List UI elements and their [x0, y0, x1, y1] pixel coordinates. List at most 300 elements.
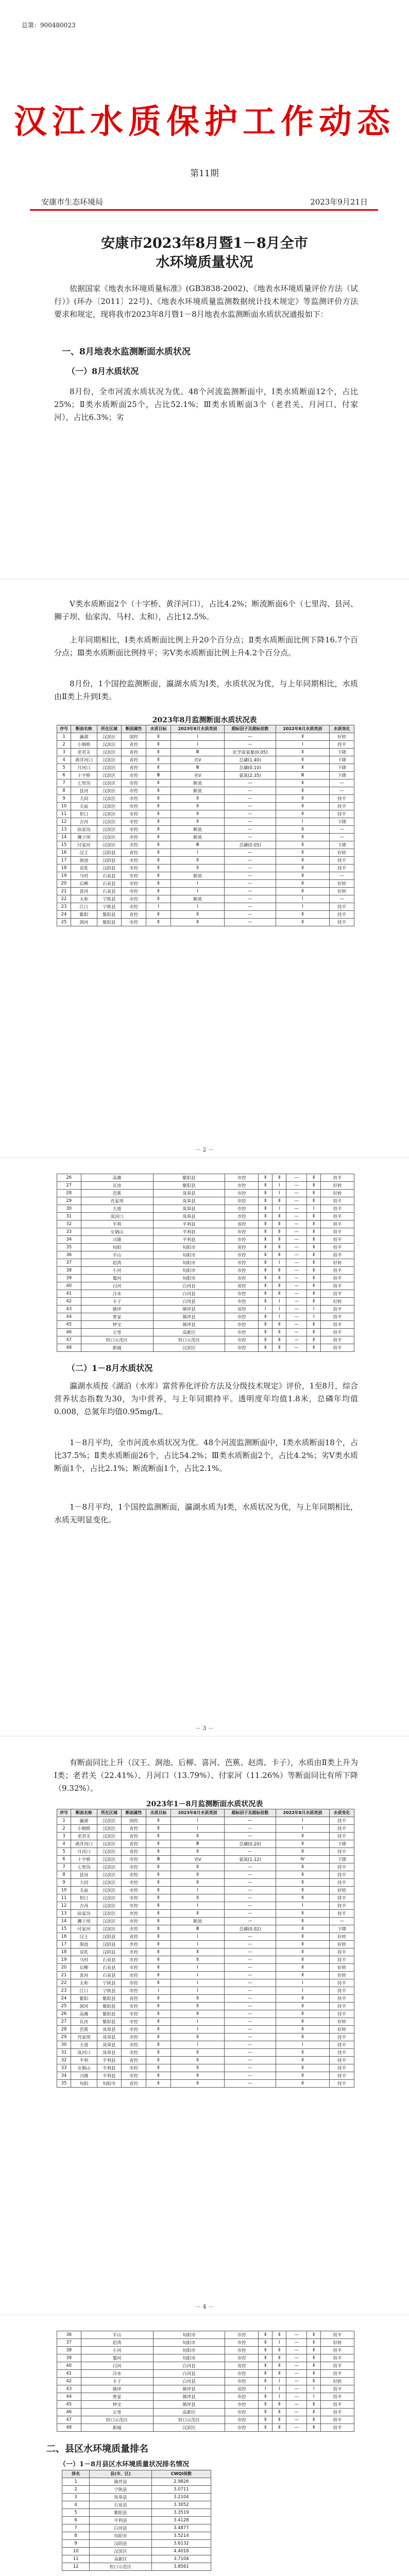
- table-cell: Ⅱ: [259, 2409, 272, 2416]
- table-cell: 持平: [321, 1313, 354, 1321]
- table-cell: Ⅱ: [259, 1190, 272, 1197]
- table-cell: —: [225, 741, 276, 749]
- table-cell: 冷水: [81, 1290, 153, 1298]
- table-cell: 县河: [71, 787, 97, 795]
- table-cell: 持平: [330, 741, 354, 749]
- table-cell: 市控: [225, 1267, 259, 1275]
- table-cell: 平利县: [153, 1228, 225, 1236]
- table-row: [57, 1863, 354, 1871]
- table-cell: Ⅱ: [276, 849, 329, 857]
- table-cell: 旬阳市: [153, 1275, 225, 1282]
- table-cell: Ⅱ: [276, 2033, 329, 2041]
- table-cell: Ⅱ: [146, 911, 171, 919]
- table-cell: —: [330, 826, 354, 834]
- table-cell: —: [286, 1244, 307, 1251]
- table-cell: Ⅱ: [307, 2378, 321, 2385]
- table-cell: 岚皋县: [97, 2033, 122, 2041]
- table-cell: 4: [57, 756, 71, 764]
- table-cell: 汉阴县: [97, 1941, 122, 1948]
- table-cell: Ⅱ: [171, 1833, 224, 1840]
- table-cell: 41: [57, 1290, 81, 1298]
- table-cell: —: [225, 911, 276, 919]
- table-cell: Ⅲ: [171, 841, 224, 849]
- table-cell: Ⅱ: [146, 2072, 171, 2080]
- table-cell: Ⅰ: [276, 903, 329, 911]
- table-cell: 镇坪县: [153, 1306, 225, 1313]
- table-cell: 市控: [122, 2041, 146, 2049]
- table-cell: 26: [57, 2010, 71, 2018]
- table-cell: 14: [57, 1918, 71, 1925]
- table-cell: 3.4128: [151, 2517, 211, 2524]
- table-cell: 高滩: [81, 1174, 153, 1182]
- table-cell: —: [286, 1298, 307, 1306]
- table-cell: 持平: [330, 919, 354, 926]
- table-cell: 持平: [321, 2331, 354, 2339]
- table-cell: 总磷(0.05): [225, 841, 276, 849]
- table-row: [57, 1336, 354, 1344]
- table-cell: Ⅱ: [307, 1236, 321, 1244]
- table-cell: Ⅱ: [276, 1840, 329, 1848]
- table-row: [57, 826, 354, 834]
- table-cell: 白河县: [153, 2378, 225, 2385]
- aug-section-table-continued: [57, 1174, 354, 1352]
- table-cell: 16: [57, 849, 71, 857]
- table-cell: Ⅱ: [307, 1344, 321, 1352]
- table-cell: —: [225, 1848, 276, 1856]
- table-cell: Ⅱ: [146, 756, 171, 764]
- table-cell: 11: [62, 2555, 90, 2563]
- table-cell: 岚河口: [81, 1213, 153, 1221]
- table-cell: 汉滨区: [97, 741, 122, 749]
- table-row: [57, 2416, 354, 2424]
- table-row: [62, 2501, 211, 2509]
- table-row: [57, 1894, 354, 1902]
- table-cell: Ⅱ: [276, 1848, 329, 1856]
- table-cell: Ⅱ: [259, 1236, 272, 1244]
- table-cell: Ⅱ: [146, 803, 171, 810]
- table-cell: 赵湾: [81, 2339, 153, 2347]
- table-cell: 宁陕县: [97, 903, 122, 911]
- table-cell: 十字桥: [71, 1856, 97, 1863]
- table-cell: 旬阳: [71, 2080, 97, 2088]
- table-cell: 3.2104: [151, 2494, 211, 2501]
- table-row: [57, 772, 354, 779]
- table-cell: Ⅰ: [171, 888, 224, 895]
- table-cell: —: [225, 733, 276, 741]
- table-cell: 白河县: [153, 2370, 225, 2378]
- table-cell: —: [286, 2424, 307, 2432]
- table-cell: 市控: [122, 779, 146, 787]
- table-cell: 33: [57, 2064, 71, 2072]
- table-cell: 下降: [330, 772, 354, 779]
- table-cell: 持平: [330, 1863, 354, 1871]
- table-cell: —: [286, 1251, 307, 1259]
- table-row: [57, 1259, 354, 1267]
- table-cell: Ⅱ: [259, 2401, 272, 2409]
- table-cell: 旬阳市: [153, 2354, 225, 2362]
- table-cell: 持平: [330, 2033, 354, 2041]
- table-cell: 曾家: [81, 2393, 153, 2401]
- table-row: [57, 1182, 354, 1190]
- table-cell: Ⅱ: [171, 1948, 224, 1956]
- table-cell: 汉滨区: [97, 1887, 122, 1894]
- table-cell: 仙家沟: [71, 1910, 97, 1918]
- table-cell: 市控: [225, 2354, 259, 2362]
- table-cell: Ⅱ: [146, 849, 171, 857]
- table-cell: 35: [57, 2080, 71, 2088]
- table-cell: 市控: [225, 1182, 259, 1190]
- table-cell: 21: [57, 1972, 71, 1979]
- table-cell: 高新区: [90, 2555, 151, 2563]
- table-cell: Ⅰ: [146, 1987, 171, 1995]
- table-cell: Ⅰ: [272, 1205, 286, 1213]
- table-cell: 关庙: [71, 1887, 97, 1894]
- table-cell: 市控: [225, 1313, 259, 1321]
- table-cell: 市控: [122, 1918, 146, 1925]
- table-row: [57, 849, 354, 857]
- table-cell: 市控: [122, 2010, 146, 2018]
- table-cell: 29: [57, 1197, 81, 1205]
- table-cell: 10: [57, 1887, 71, 1894]
- table-cell: 岚皋县: [97, 2026, 122, 2033]
- table-cell: 七里沟: [71, 779, 97, 787]
- column-header: 水质目标: [146, 725, 171, 733]
- table-cell: 劣Ⅴ: [171, 1856, 224, 1863]
- table-cell: 汉滨区: [97, 810, 122, 818]
- table-cell: 黄洋河口: [71, 1840, 97, 1848]
- table-cell: 市控: [122, 1948, 146, 1956]
- table-cell: Ⅰ: [171, 1887, 224, 1894]
- table-row: [57, 1282, 354, 1290]
- table-cell: 市控: [122, 888, 146, 895]
- table-cell: 11: [57, 1894, 71, 1902]
- table-cell: 市控: [122, 1964, 146, 1972]
- table-cell: Ⅱ: [276, 749, 329, 756]
- table-cell: 下降: [330, 841, 354, 849]
- table-cell: 汉滨区: [97, 1863, 122, 1871]
- table-row: [57, 1995, 354, 2003]
- table-cell: Ⅱ: [171, 2080, 224, 2088]
- table-cell: —: [286, 1336, 307, 1344]
- table-row: [57, 1197, 354, 1205]
- table-cell: 24: [57, 1995, 71, 2003]
- table-cell: Ⅱ: [146, 880, 171, 888]
- table-cell: 付家河: [71, 1925, 97, 1933]
- column-header: 超标因子及超标倍数: [225, 725, 276, 733]
- table-cell: Ⅱ: [272, 2331, 286, 2339]
- table-cell: Ⅱ: [146, 841, 171, 849]
- table-cell: 18: [57, 1948, 71, 1956]
- table-cell: Ⅱ: [146, 795, 171, 803]
- table-cell: Ⅱ: [146, 810, 171, 818]
- table-cell: 恒口示范区: [153, 2416, 225, 2424]
- table-cell: 汉滨区: [97, 749, 122, 756]
- table-cell: Ⅱ: [146, 764, 171, 772]
- table-cell: 市控: [225, 1205, 259, 1213]
- table-cell: 市控: [122, 2033, 146, 2041]
- table-cell: 12: [62, 2563, 90, 2571]
- table-cell: Ⅱ: [146, 1833, 171, 1840]
- table-cell: 9: [62, 2540, 90, 2548]
- table-cell: 市控: [225, 2401, 259, 2409]
- table-cell: 市控: [225, 1236, 259, 1244]
- table-cell: —: [330, 834, 354, 841]
- table-cell: —: [225, 2049, 276, 2057]
- table-cell: 汉滨区: [97, 772, 122, 779]
- table-cell: Ⅱ: [259, 1259, 272, 1267]
- table-cell: 汉滨区: [97, 1840, 122, 1848]
- table-cell: 断流: [171, 787, 224, 795]
- table-cell: 月河口: [71, 1848, 97, 1856]
- table-cell: 汉滨区: [97, 826, 122, 834]
- table-cell: —: [286, 2385, 307, 2393]
- table-row: [57, 2362, 354, 2370]
- table-cell: 汉滨区: [97, 818, 122, 826]
- table-cell: 45: [57, 2401, 81, 2409]
- table-cell: 45: [57, 1321, 81, 1329]
- table-cell: Ⅱ: [259, 1228, 272, 1236]
- table-cell: 宁陕县: [97, 1979, 122, 1987]
- table-row: [57, 2010, 354, 2018]
- table-cell: 省控: [122, 1848, 146, 1856]
- table-row: [57, 834, 354, 841]
- table-cell: Ⅱ: [146, 857, 171, 865]
- table-cell: 十字桥: [71, 772, 97, 779]
- table-cell: 市控: [122, 1887, 146, 1894]
- table-cell: Ⅱ: [171, 2049, 224, 2057]
- column-header: 所在区域: [97, 1809, 122, 1817]
- table-cell: Ⅱ: [146, 2049, 171, 2057]
- table-cell: 市控: [225, 2409, 259, 2416]
- table-cell: —: [286, 1182, 307, 1190]
- table-row: [57, 888, 354, 895]
- table-cell: Ⅱ: [276, 865, 329, 872]
- table-row: [57, 919, 354, 926]
- table-cell: 旬阳: [81, 1244, 153, 1251]
- table-cell: Ⅱ: [307, 1244, 321, 1251]
- table-cell: —: [286, 1282, 307, 1290]
- table-cell: Ⅱ: [276, 2057, 329, 2064]
- table-cell: Ⅱ: [276, 888, 329, 895]
- table-cell: 旬阳市: [153, 1244, 225, 1251]
- table-row: [57, 2041, 354, 2049]
- table-cell: 下降: [330, 1925, 354, 1933]
- table-row: [57, 865, 354, 872]
- table-cell: 1: [57, 1817, 71, 1825]
- table-cell: 好转: [321, 1182, 354, 1190]
- table-cell: 16: [57, 1933, 71, 1941]
- table-cell: Ⅱ: [146, 1933, 171, 1941]
- table-row: [57, 1817, 354, 1825]
- table-cell: 持平: [330, 1910, 354, 1918]
- table-cell: 市控: [122, 795, 146, 803]
- table-cell: 化学需氧量(0.05): [225, 749, 276, 756]
- table-cell: 大同: [71, 795, 97, 803]
- table-cell: Ⅰ: [272, 1306, 286, 1313]
- table-cell: Ⅱ: [171, 795, 224, 803]
- table-cell: —: [286, 1221, 307, 1228]
- table-cell: 市控: [225, 1174, 259, 1182]
- table-cell: Ⅱ: [307, 1275, 321, 1282]
- table-cell: 27: [57, 1182, 81, 1190]
- table-cell: Ⅱ: [276, 733, 329, 741]
- table-cell: 3.6132: [151, 2540, 211, 2548]
- table-cell: —: [225, 903, 276, 911]
- table-cell: 39: [57, 1275, 81, 1282]
- table-cell: 市控: [122, 1902, 146, 1910]
- table-cell: Ⅱ: [259, 1344, 272, 1352]
- table-cell: 持平: [321, 1321, 354, 1329]
- table-cell: 市控: [122, 1910, 146, 1918]
- table-cell: 后柳: [71, 880, 97, 888]
- table-cell: 19: [57, 872, 71, 880]
- table-cell: 持平: [330, 2010, 354, 2018]
- column-header: 2022年8月水质类别: [276, 725, 329, 733]
- table-cell: —: [286, 1267, 307, 1275]
- table-cell: 恒口示范区: [81, 2416, 153, 2424]
- table-cell: —: [286, 1205, 307, 1213]
- table-cell: —: [225, 880, 276, 888]
- table-cell: Ⅱ: [276, 1925, 329, 1933]
- table-cell: —: [286, 2347, 307, 2354]
- table-cell: 市控: [122, 834, 146, 841]
- table-cell: 市控: [225, 2424, 259, 2432]
- table-row: [57, 810, 354, 818]
- column-header: 水质变化: [330, 725, 354, 733]
- table-cell: 总磷(0.20): [225, 1840, 276, 1848]
- table-cell: 持平: [330, 810, 354, 818]
- table-cell: 五里: [81, 1329, 153, 1336]
- table-cell: Ⅱ: [276, 1887, 329, 1894]
- table-cell: Ⅰ: [307, 1205, 321, 1213]
- table-cell: 4: [57, 1840, 71, 1848]
- table-cell: 12: [57, 818, 71, 826]
- table-cell: 石泉县: [90, 2501, 151, 2509]
- table-cell: Ⅰ: [171, 2018, 224, 2026]
- table-cell: 小钢桥: [71, 741, 97, 749]
- table-cell: 7: [62, 2524, 90, 2532]
- table-cell: —: [225, 1987, 276, 1995]
- table-row: [57, 1979, 354, 1987]
- table-cell: Ⅱ: [146, 1840, 171, 1848]
- table-cell: Ⅰ: [272, 2393, 286, 2401]
- table-cell: 好转: [330, 2026, 354, 2033]
- table-cell: 岚皋县: [153, 1213, 225, 1221]
- table-cell: 平利: [71, 2057, 97, 2064]
- table-cell: 蜀河: [81, 1275, 153, 1282]
- issue-date: 2023年9月21日: [310, 197, 368, 207]
- table-cell: 持平: [330, 2003, 354, 2010]
- table-cell: Ⅰ: [307, 2393, 321, 2401]
- table-cell: Ⅱ: [259, 1182, 272, 1190]
- table-cell: 持平: [321, 1174, 354, 1182]
- table-caption-jan-aug: 2023年1－8月监测断面水质状况表: [146, 1800, 263, 1808]
- table-row: [57, 872, 354, 880]
- table-cell: 持平: [321, 1228, 354, 1236]
- table-cell: 总磷(0.10): [225, 764, 276, 772]
- document-number: 总第：900480023: [22, 22, 76, 29]
- table-cell: Ⅱ: [276, 1910, 329, 1918]
- table-cell: 持平: [330, 2072, 354, 2080]
- table-cell: Ⅱ: [259, 1282, 272, 1290]
- table-cell: 18: [57, 865, 71, 872]
- paragraph-aug-continued: Ⅴ类水质断面2个（十字桥、黄洋河口），占比4.2%；断流断面6个（七里沟、县河、狮子坝、仙家沟、马村、太和），占比12.5%。: [54, 599, 358, 621]
- table-cell: 37: [57, 1259, 81, 1267]
- table-cell: 3.5214: [151, 2532, 211, 2540]
- table-cell: Ⅱ: [307, 1174, 321, 1182]
- table-cell: Ⅱ: [307, 2362, 321, 2370]
- table-cell: 瓦房: [71, 2018, 97, 2026]
- table-cell: 持平: [321, 1336, 354, 1344]
- table-cell: 持平: [321, 2409, 354, 2416]
- table-cell: 汉滨区: [97, 779, 122, 787]
- table-cell: Ⅱ: [146, 888, 171, 895]
- table-cell: 汉滨区: [97, 1825, 122, 1833]
- table-cell: 镇坪县: [153, 2401, 225, 2409]
- table-cell: Ⅱ: [307, 1197, 321, 1205]
- table-row: [57, 1964, 354, 1972]
- table-row: [57, 2393, 354, 2401]
- table-cell: 11: [57, 810, 71, 818]
- table-cell: 付家河: [71, 841, 97, 849]
- table-cell: 新城: [81, 2424, 153, 2432]
- table-row: [57, 1871, 354, 1879]
- table-cell: Ⅱ: [307, 2409, 321, 2416]
- table-cell: 好转: [330, 849, 354, 857]
- table-cell: 紫阳县: [97, 2010, 122, 2018]
- table-cell: —: [330, 779, 354, 787]
- table-cell: 白河县: [153, 2362, 225, 2370]
- table-cell: 省控: [122, 1825, 146, 1833]
- table-cell: 好转: [321, 1298, 354, 1306]
- table-cell: 紫阳县: [97, 919, 122, 926]
- paragraph-jan-aug-status: 1－8月平均，全市河流水质状况为优。48个河流监测断面中，Ⅰ类水质断面18个，占比37.5%；Ⅱ类水质断面26个，占比54.2%；Ⅲ类水质断面2个，占比4.2%；劣Ⅴ类水质断面1个，占比2.1%；断流断面1个，占比2.1%。: [54, 1438, 358, 1473]
- table-cell: Ⅱ: [276, 2049, 329, 2057]
- table-cell: Ⅱ: [171, 1863, 224, 1871]
- table-cell: 27: [57, 2018, 71, 2026]
- table-cell: Ⅰ: [272, 2378, 286, 2385]
- table-cell: —: [286, 1190, 307, 1197]
- table-cell: —: [225, 1887, 276, 1894]
- table-cell: 17: [57, 1941, 71, 1948]
- table-cell: 省控: [122, 1995, 146, 2003]
- table-cell: Ⅱ: [171, 2072, 224, 2080]
- page-2: [0, 580, 409, 1157]
- table-cell: 省控: [122, 849, 146, 857]
- table-cell: 石泉县: [97, 1956, 122, 1964]
- table-cell: —: [286, 1174, 307, 1182]
- table-cell: 汉滨区: [97, 803, 122, 810]
- section-heading-1: 一、8月地表水监测断面水质状况: [62, 347, 191, 357]
- table-row: [57, 1190, 354, 1197]
- table-cell: Ⅲ: [171, 1925, 224, 1933]
- table-cell: Ⅱ: [171, 857, 224, 865]
- table-row: [57, 1221, 354, 1228]
- table-cell: 大道: [71, 2041, 97, 2049]
- table-cell: 市控: [225, 2416, 259, 2424]
- table-cell: 市控: [122, 772, 146, 779]
- table-cell: 白河县: [153, 1282, 225, 1290]
- table-cell: 持平: [330, 857, 354, 865]
- table-cell: 汉阴县: [90, 2540, 151, 2548]
- page-number: － 3 －: [195, 1725, 214, 1732]
- table-cell: 洞河: [71, 2003, 97, 2010]
- table-cell: 46: [57, 2409, 81, 2416]
- table-cell: —: [225, 849, 276, 857]
- table-cell: 9: [57, 795, 71, 803]
- table-cell: 省控: [122, 741, 146, 749]
- table-row: [57, 1321, 354, 1329]
